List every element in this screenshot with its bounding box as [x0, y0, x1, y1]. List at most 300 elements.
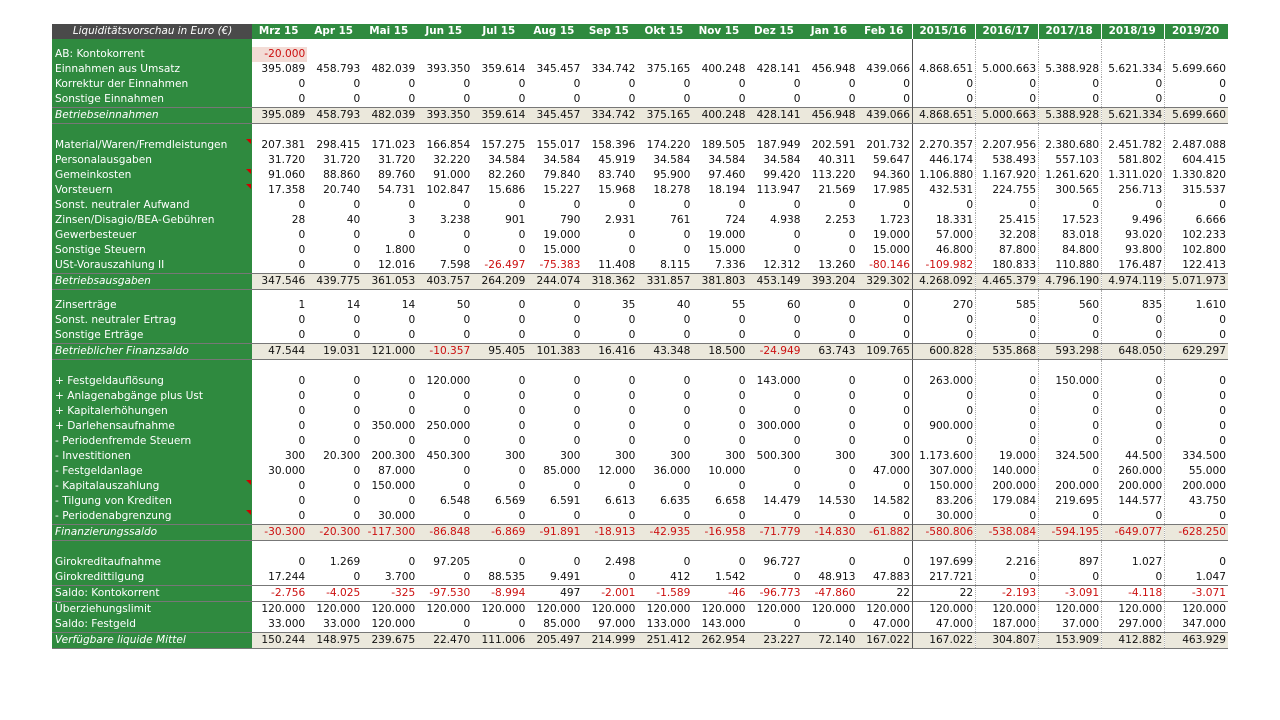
value-cell[interactable]: 560	[1039, 298, 1102, 313]
value-cell[interactable]: 167.022	[858, 633, 913, 649]
row-label[interactable]	[52, 464, 252, 479]
value-cell[interactable]: 20.300	[323, 450, 361, 462]
value-cell[interactable]: 120.000	[1039, 602, 1102, 618]
cell-empty[interactable]	[913, 124, 976, 139]
value-cell[interactable]: 0	[738, 93, 746, 105]
value-cell[interactable]: 0	[353, 244, 361, 256]
value-cell[interactable]: -18.913	[582, 525, 637, 541]
value-cell[interactable]: 31.720	[268, 154, 306, 166]
value-cell[interactable]: 143.000	[756, 375, 801, 387]
value-cell[interactable]: 0	[793, 465, 801, 477]
value-cell[interactable]: 200.300	[371, 450, 416, 462]
value-cell[interactable]: 0	[793, 480, 801, 492]
value-cell[interactable]: 85.000	[543, 618, 581, 630]
value-cell[interactable]: -20.000	[252, 47, 307, 62]
value-cell[interactable]: 0	[463, 78, 471, 90]
value-cell[interactable]: 0	[903, 420, 911, 432]
value-cell[interactable]: 15.968	[598, 184, 636, 196]
value-cell[interactable]: 120.000	[637, 602, 692, 618]
value-cell[interactable]: 55.000	[1165, 464, 1228, 479]
value-cell[interactable]: 0	[793, 618, 801, 630]
value-cell[interactable]: -86.848	[417, 525, 472, 541]
value-cell[interactable]: 35	[621, 299, 636, 311]
value-cell[interactable]: 0	[353, 495, 361, 507]
value-cell[interactable]: 0	[1039, 198, 1102, 213]
value-cell[interactable]: 0	[738, 390, 746, 402]
value-cell[interactable]: 187.949	[756, 139, 801, 151]
value-cell[interactable]: 0	[518, 420, 526, 432]
cell-empty[interactable]	[472, 290, 527, 299]
cell-empty[interactable]	[802, 39, 857, 47]
value-cell[interactable]: 0	[518, 78, 526, 90]
value-cell[interactable]: 0	[463, 244, 471, 256]
value-cell[interactable]: 0	[408, 375, 416, 387]
cell-empty[interactable]	[802, 360, 857, 375]
value-cell[interactable]: 5.388.928	[1039, 108, 1102, 124]
cell-empty[interactable]	[1102, 39, 1165, 47]
value-cell[interactable]: 0	[298, 420, 306, 432]
value-cell[interactable]: 0	[573, 93, 581, 105]
value-cell[interactable]: 111.006	[472, 633, 527, 649]
value-cell[interactable]: 0	[573, 435, 581, 447]
cell-empty[interactable]	[1039, 290, 1102, 299]
cell-empty[interactable]	[1165, 541, 1228, 556]
cell-empty[interactable]	[252, 39, 307, 47]
cell-empty[interactable]	[692, 47, 747, 62]
value-cell[interactable]: 0	[903, 199, 911, 211]
value-cell[interactable]: 0	[1165, 404, 1228, 419]
value-cell[interactable]: 0	[353, 435, 361, 447]
value-cell[interactable]: 3.700	[384, 571, 416, 583]
value-cell[interactable]: 0	[298, 435, 306, 447]
value-cell[interactable]: -2.756	[252, 586, 307, 602]
value-cell[interactable]: 1.106.880	[913, 168, 976, 183]
value-cell[interactable]: 0	[463, 465, 471, 477]
value-cell[interactable]: 0	[913, 434, 976, 449]
value-cell[interactable]: 18.278	[653, 184, 691, 196]
value-cell[interactable]: 202.591	[811, 139, 856, 151]
value-cell[interactable]: 2.253	[825, 214, 856, 226]
value-cell[interactable]: 439.775	[307, 274, 362, 290]
value-cell[interactable]: 0	[518, 510, 526, 522]
value-cell[interactable]: 153.909	[1039, 633, 1102, 649]
cell-empty[interactable]	[362, 47, 417, 62]
value-cell[interactable]: -71.779	[747, 525, 802, 541]
value-cell[interactable]: 47.000	[872, 465, 911, 477]
value-cell[interactable]: 171.023	[371, 139, 416, 151]
row-label[interactable]	[52, 298, 252, 313]
value-cell[interactable]: 82.260	[488, 169, 526, 181]
value-cell[interactable]: 412.882	[1102, 633, 1165, 649]
value-cell[interactable]: 581.802	[1102, 153, 1165, 168]
row-label[interactable]	[52, 434, 252, 449]
cell-empty[interactable]	[252, 541, 307, 556]
value-cell[interactable]: 57.000	[913, 228, 976, 243]
cell-empty[interactable]	[976, 124, 1039, 139]
row-label[interactable]	[52, 633, 252, 649]
value-cell[interactable]: 0	[353, 314, 361, 326]
value-cell[interactable]: 0	[1039, 77, 1102, 92]
value-cell[interactable]: -2.001	[582, 586, 637, 602]
value-cell[interactable]: 11.408	[598, 259, 636, 271]
value-cell[interactable]: 324.500	[1039, 449, 1102, 464]
value-cell[interactable]: 50	[456, 299, 471, 311]
value-cell[interactable]: 0	[738, 510, 746, 522]
value-cell[interactable]: 0	[793, 329, 801, 341]
cell-empty[interactable]	[362, 290, 417, 299]
value-cell[interactable]: 201.732	[866, 139, 911, 151]
value-cell[interactable]: 0	[408, 78, 416, 90]
value-cell[interactable]: 1.311.020	[1102, 168, 1165, 183]
cell-empty[interactable]	[637, 39, 692, 47]
value-cell[interactable]: 0	[1039, 404, 1102, 419]
value-cell[interactable]: 102.233	[1165, 228, 1228, 243]
value-cell[interactable]: 0	[408, 390, 416, 402]
row-label[interactable]	[52, 328, 252, 344]
value-cell[interactable]: 0	[1102, 328, 1165, 344]
value-cell[interactable]: 0	[793, 435, 801, 447]
value-cell[interactable]: 0	[353, 329, 361, 341]
value-cell[interactable]: 34.584	[488, 154, 526, 166]
cell-empty[interactable]	[472, 541, 527, 556]
value-cell[interactable]: 91.060	[268, 169, 306, 181]
value-cell[interactable]: 0	[573, 299, 581, 311]
value-cell[interactable]: 345.457	[536, 63, 581, 75]
value-cell[interactable]: 0	[353, 405, 361, 417]
row-label[interactable]	[52, 586, 252, 602]
value-cell[interactable]: 393.204	[802, 274, 857, 290]
value-cell[interactable]: 47.000	[913, 617, 976, 633]
value-cell[interactable]: 87.000	[378, 465, 416, 477]
value-cell[interactable]: 120.000	[307, 602, 362, 618]
value-cell[interactable]: 205.497	[527, 633, 582, 649]
cell-empty[interactable]	[747, 39, 802, 47]
value-cell[interactable]: 0	[793, 93, 801, 105]
value-cell[interactable]: 393.350	[417, 108, 472, 124]
value-cell[interactable]: -75.383	[539, 259, 581, 271]
value-cell[interactable]: 48.913	[818, 571, 856, 583]
value-cell[interactable]: 9.491	[550, 571, 581, 583]
cell-empty[interactable]	[527, 290, 582, 299]
value-cell[interactable]: 375.165	[646, 63, 691, 75]
value-cell[interactable]: 450.300	[426, 450, 471, 462]
value-cell[interactable]: 1.047	[1165, 570, 1228, 586]
value-cell[interactable]: 648.050	[1102, 344, 1165, 360]
value-cell[interactable]: 790	[560, 214, 581, 226]
cell-empty[interactable]	[913, 360, 976, 375]
value-cell[interactable]: 6.635	[660, 495, 691, 507]
value-cell[interactable]: 25.415	[976, 213, 1039, 228]
value-cell[interactable]: 0	[628, 390, 636, 402]
value-cell[interactable]: 0	[518, 375, 526, 387]
value-cell[interactable]: 629.297	[1165, 344, 1228, 360]
label-cell-empty[interactable]	[52, 290, 252, 299]
row-label[interactable]	[52, 243, 252, 258]
value-cell[interactable]: -3.091	[1039, 586, 1102, 602]
value-cell[interactable]: 593.298	[1039, 344, 1102, 360]
value-cell[interactable]: 0	[976, 434, 1039, 449]
cell-empty[interactable]	[747, 290, 802, 299]
value-cell[interactable]: 5.000.663	[976, 62, 1039, 77]
cell-empty[interactable]	[976, 47, 1039, 62]
value-cell[interactable]: 439.066	[858, 108, 913, 124]
value-cell[interactable]: 453.149	[747, 274, 802, 290]
value-cell[interactable]: 7.598	[439, 259, 471, 271]
value-cell[interactable]: 19.000	[708, 229, 746, 241]
value-cell[interactable]: 0	[848, 556, 856, 568]
row-label[interactable]	[52, 449, 252, 464]
value-cell[interactable]: 40.311	[818, 154, 856, 166]
value-cell[interactable]: 0	[463, 571, 471, 583]
label-cell-empty[interactable]	[52, 541, 252, 556]
value-cell[interactable]: 331.857	[637, 274, 692, 290]
value-cell[interactable]: 497	[527, 586, 582, 602]
value-cell[interactable]: -47.860	[802, 586, 857, 602]
value-cell[interactable]: 300	[835, 450, 856, 462]
cell-empty[interactable]	[417, 541, 472, 556]
col-header[interactable]: Apr 15	[307, 24, 362, 39]
value-cell[interactable]: 297.000	[1102, 617, 1165, 633]
value-cell[interactable]: 0	[628, 199, 636, 211]
value-cell[interactable]: 120.000	[417, 602, 472, 618]
value-cell[interactable]: 0	[573, 78, 581, 90]
value-cell[interactable]: 40	[676, 299, 691, 311]
value-cell[interactable]: 6.613	[605, 495, 636, 507]
value-cell[interactable]: 0	[1039, 313, 1102, 328]
value-cell[interactable]: 0	[1165, 313, 1228, 328]
value-cell[interactable]: 120.000	[527, 602, 582, 618]
value-cell[interactable]: 0	[683, 314, 691, 326]
cell-empty[interactable]	[307, 47, 362, 62]
value-cell[interactable]: 150.000	[913, 479, 976, 494]
value-cell[interactable]: 0	[903, 556, 911, 568]
value-cell[interactable]: 0	[738, 480, 746, 492]
value-cell[interactable]: 0	[408, 199, 416, 211]
value-cell[interactable]: 0	[848, 405, 856, 417]
cell-empty[interactable]	[802, 47, 857, 62]
value-cell[interactable]: 0	[848, 299, 856, 311]
cell-empty[interactable]	[1039, 360, 1102, 375]
row-label[interactable]	[52, 274, 252, 290]
value-cell[interactable]: 3	[408, 214, 416, 226]
value-cell[interactable]: 6.569	[494, 495, 526, 507]
value-cell[interactable]: 85.000	[543, 465, 581, 477]
value-cell[interactable]: 0	[518, 465, 526, 477]
cell-empty[interactable]	[417, 124, 472, 139]
value-cell[interactable]: 0	[518, 556, 526, 568]
value-cell[interactable]: 91.000	[433, 169, 471, 181]
value-cell[interactable]: 604.415	[1165, 153, 1228, 168]
value-cell[interactable]: 0	[353, 465, 361, 477]
value-cell[interactable]: 95.405	[472, 344, 527, 360]
value-cell[interactable]: 217.721	[913, 570, 976, 586]
cell-empty[interactable]	[362, 541, 417, 556]
value-cell[interactable]: 300	[560, 450, 581, 462]
value-cell[interactable]: 8.115	[660, 259, 691, 271]
value-cell[interactable]: 2.207.956	[976, 138, 1039, 153]
cell-empty[interactable]	[1039, 124, 1102, 139]
cell-empty[interactable]	[747, 124, 802, 139]
cell-empty[interactable]	[637, 541, 692, 556]
value-cell[interactable]: 22.470	[417, 633, 472, 649]
comment-marker-icon[interactable]	[246, 480, 251, 485]
value-cell[interactable]: 251.412	[637, 633, 692, 649]
row-label[interactable]	[52, 494, 252, 509]
value-cell[interactable]: 19.031	[307, 344, 362, 360]
value-cell[interactable]: 10.000	[708, 465, 746, 477]
cell-empty[interactable]	[472, 39, 527, 47]
value-cell[interactable]: 1.610	[1165, 298, 1228, 313]
value-cell[interactable]: 0	[976, 570, 1039, 586]
value-cell[interactable]: 0	[1165, 374, 1228, 389]
value-cell[interactable]: 0	[848, 244, 856, 256]
value-cell[interactable]: 0	[353, 93, 361, 105]
cell-empty[interactable]	[1039, 541, 1102, 556]
value-cell[interactable]: 0	[463, 510, 471, 522]
value-cell[interactable]: 0	[518, 229, 526, 241]
value-cell[interactable]: 439.066	[866, 63, 911, 75]
value-cell[interactable]: 0	[848, 199, 856, 211]
value-cell[interactable]: 0	[848, 435, 856, 447]
value-cell[interactable]: 395.089	[261, 63, 306, 75]
cell-empty[interactable]	[1165, 124, 1228, 139]
value-cell[interactable]: 45.919	[598, 154, 636, 166]
cell-empty[interactable]	[692, 360, 747, 375]
value-cell[interactable]: 2.451.782	[1102, 138, 1165, 153]
value-cell[interactable]: 34.584	[653, 154, 691, 166]
value-cell[interactable]: -538.084	[976, 525, 1039, 541]
cell-empty[interactable]	[637, 124, 692, 139]
value-cell[interactable]: 0	[463, 390, 471, 402]
label-cell-empty[interactable]	[52, 360, 252, 375]
cell-empty[interactable]	[362, 360, 417, 375]
value-cell[interactable]: 0	[628, 78, 636, 90]
value-cell[interactable]: 428.141	[747, 108, 802, 124]
value-cell[interactable]: 0	[463, 480, 471, 492]
value-cell[interactable]: 34.584	[543, 154, 581, 166]
cell-empty[interactable]	[527, 39, 582, 47]
value-cell[interactable]: 0	[298, 93, 306, 105]
value-cell[interactable]: 0	[738, 329, 746, 341]
value-cell[interactable]: 176.487	[1102, 258, 1165, 274]
value-cell[interactable]: 0	[628, 571, 636, 583]
value-cell[interactable]: 0	[298, 495, 306, 507]
value-cell[interactable]: 0	[463, 229, 471, 241]
value-cell[interactable]: 0	[1039, 509, 1102, 525]
cell-empty[interactable]	[692, 39, 747, 47]
value-cell[interactable]: 0	[1102, 404, 1165, 419]
value-cell[interactable]: 1	[298, 299, 306, 311]
value-cell[interactable]: 300	[889, 450, 911, 462]
col-header[interactable]: Jan 16	[802, 24, 857, 39]
value-cell[interactable]: 197.699	[913, 555, 976, 570]
value-cell[interactable]: 0	[1165, 198, 1228, 213]
cell-empty[interactable]	[307, 290, 362, 299]
value-cell[interactable]: 22	[913, 586, 976, 602]
value-cell[interactable]: 262.954	[692, 633, 747, 649]
value-cell[interactable]: 0	[628, 435, 636, 447]
value-cell[interactable]: 32.220	[433, 154, 471, 166]
cell-empty[interactable]	[472, 47, 527, 62]
value-cell[interactable]: -30.300	[252, 525, 307, 541]
cell-empty[interactable]	[913, 541, 976, 556]
cell-empty[interactable]	[1102, 360, 1165, 375]
cell-empty[interactable]	[747, 541, 802, 556]
cell-empty[interactable]	[976, 39, 1039, 47]
value-cell[interactable]: 5.388.928	[1039, 62, 1102, 77]
value-cell[interactable]: 4.974.119	[1102, 274, 1165, 290]
value-cell[interactable]: 120.000	[426, 375, 471, 387]
value-cell[interactable]: 17.358	[268, 184, 306, 196]
value-cell[interactable]: 0	[1102, 77, 1165, 92]
value-cell[interactable]: 43.750	[1165, 494, 1228, 509]
value-cell[interactable]: -10.357	[417, 344, 472, 360]
value-cell[interactable]: -61.882	[858, 525, 913, 541]
value-cell[interactable]: 0	[1165, 555, 1228, 570]
value-cell[interactable]: 0	[1165, 328, 1228, 344]
value-cell[interactable]: 0	[793, 390, 801, 402]
value-cell[interactable]: 93.020	[1102, 228, 1165, 243]
value-cell[interactable]: 0	[408, 495, 416, 507]
value-cell[interactable]: 0	[298, 314, 306, 326]
value-cell[interactable]: 0	[1102, 313, 1165, 328]
value-cell[interactable]: 17.244	[268, 571, 306, 583]
value-cell[interactable]: 4.796.190	[1039, 274, 1102, 290]
value-cell[interactable]: 456.948	[802, 108, 857, 124]
value-cell[interactable]: 150.244	[252, 633, 307, 649]
value-cell[interactable]: 0	[298, 480, 306, 492]
row-label[interactable]	[52, 374, 252, 389]
value-cell[interactable]: 150.000	[1039, 374, 1102, 389]
value-cell[interactable]: 224.755	[976, 183, 1039, 198]
value-cell[interactable]: 0	[793, 244, 801, 256]
value-cell[interactable]: 500.300	[756, 450, 801, 462]
value-cell[interactable]: 2.380.680	[1039, 138, 1102, 153]
cell-empty[interactable]	[472, 124, 527, 139]
value-cell[interactable]: 0	[408, 405, 416, 417]
value-cell[interactable]: 0	[408, 556, 416, 568]
value-cell[interactable]: 157.275	[481, 139, 526, 151]
value-cell[interactable]: 47.544	[252, 344, 307, 360]
value-cell[interactable]: 0	[738, 435, 746, 447]
value-cell[interactable]: 0	[1102, 374, 1165, 389]
value-cell[interactable]: 0	[408, 435, 416, 447]
value-cell[interactable]: 0	[683, 435, 691, 447]
row-label[interactable]	[52, 62, 252, 77]
value-cell[interactable]: 446.174	[913, 153, 976, 168]
value-cell[interactable]: -4.118	[1102, 586, 1165, 602]
row-label[interactable]	[52, 389, 252, 404]
value-cell[interactable]: 2.270.357	[913, 138, 976, 153]
value-cell[interactable]: 1.173.600	[913, 449, 976, 464]
value-cell[interactable]: -42.935	[637, 525, 692, 541]
value-cell[interactable]: 0	[628, 375, 636, 387]
cell-empty[interactable]	[307, 541, 362, 556]
value-cell[interactable]: 0	[463, 618, 471, 630]
value-cell[interactable]: 9.496	[1102, 213, 1165, 228]
cell-empty[interactable]	[1165, 39, 1228, 47]
value-cell[interactable]: 347.000	[1165, 617, 1228, 633]
value-cell[interactable]: 0	[1165, 92, 1228, 108]
value-cell[interactable]: 0	[903, 78, 911, 90]
value-cell[interactable]: 1.330.820	[1165, 168, 1228, 183]
value-cell[interactable]: 148.975	[307, 633, 362, 649]
value-cell[interactable]: 0	[628, 480, 636, 492]
value-cell[interactable]: 375.165	[637, 108, 692, 124]
row-label[interactable]	[52, 198, 252, 213]
value-cell[interactable]: 0	[518, 390, 526, 402]
value-cell[interactable]: 0	[683, 420, 691, 432]
